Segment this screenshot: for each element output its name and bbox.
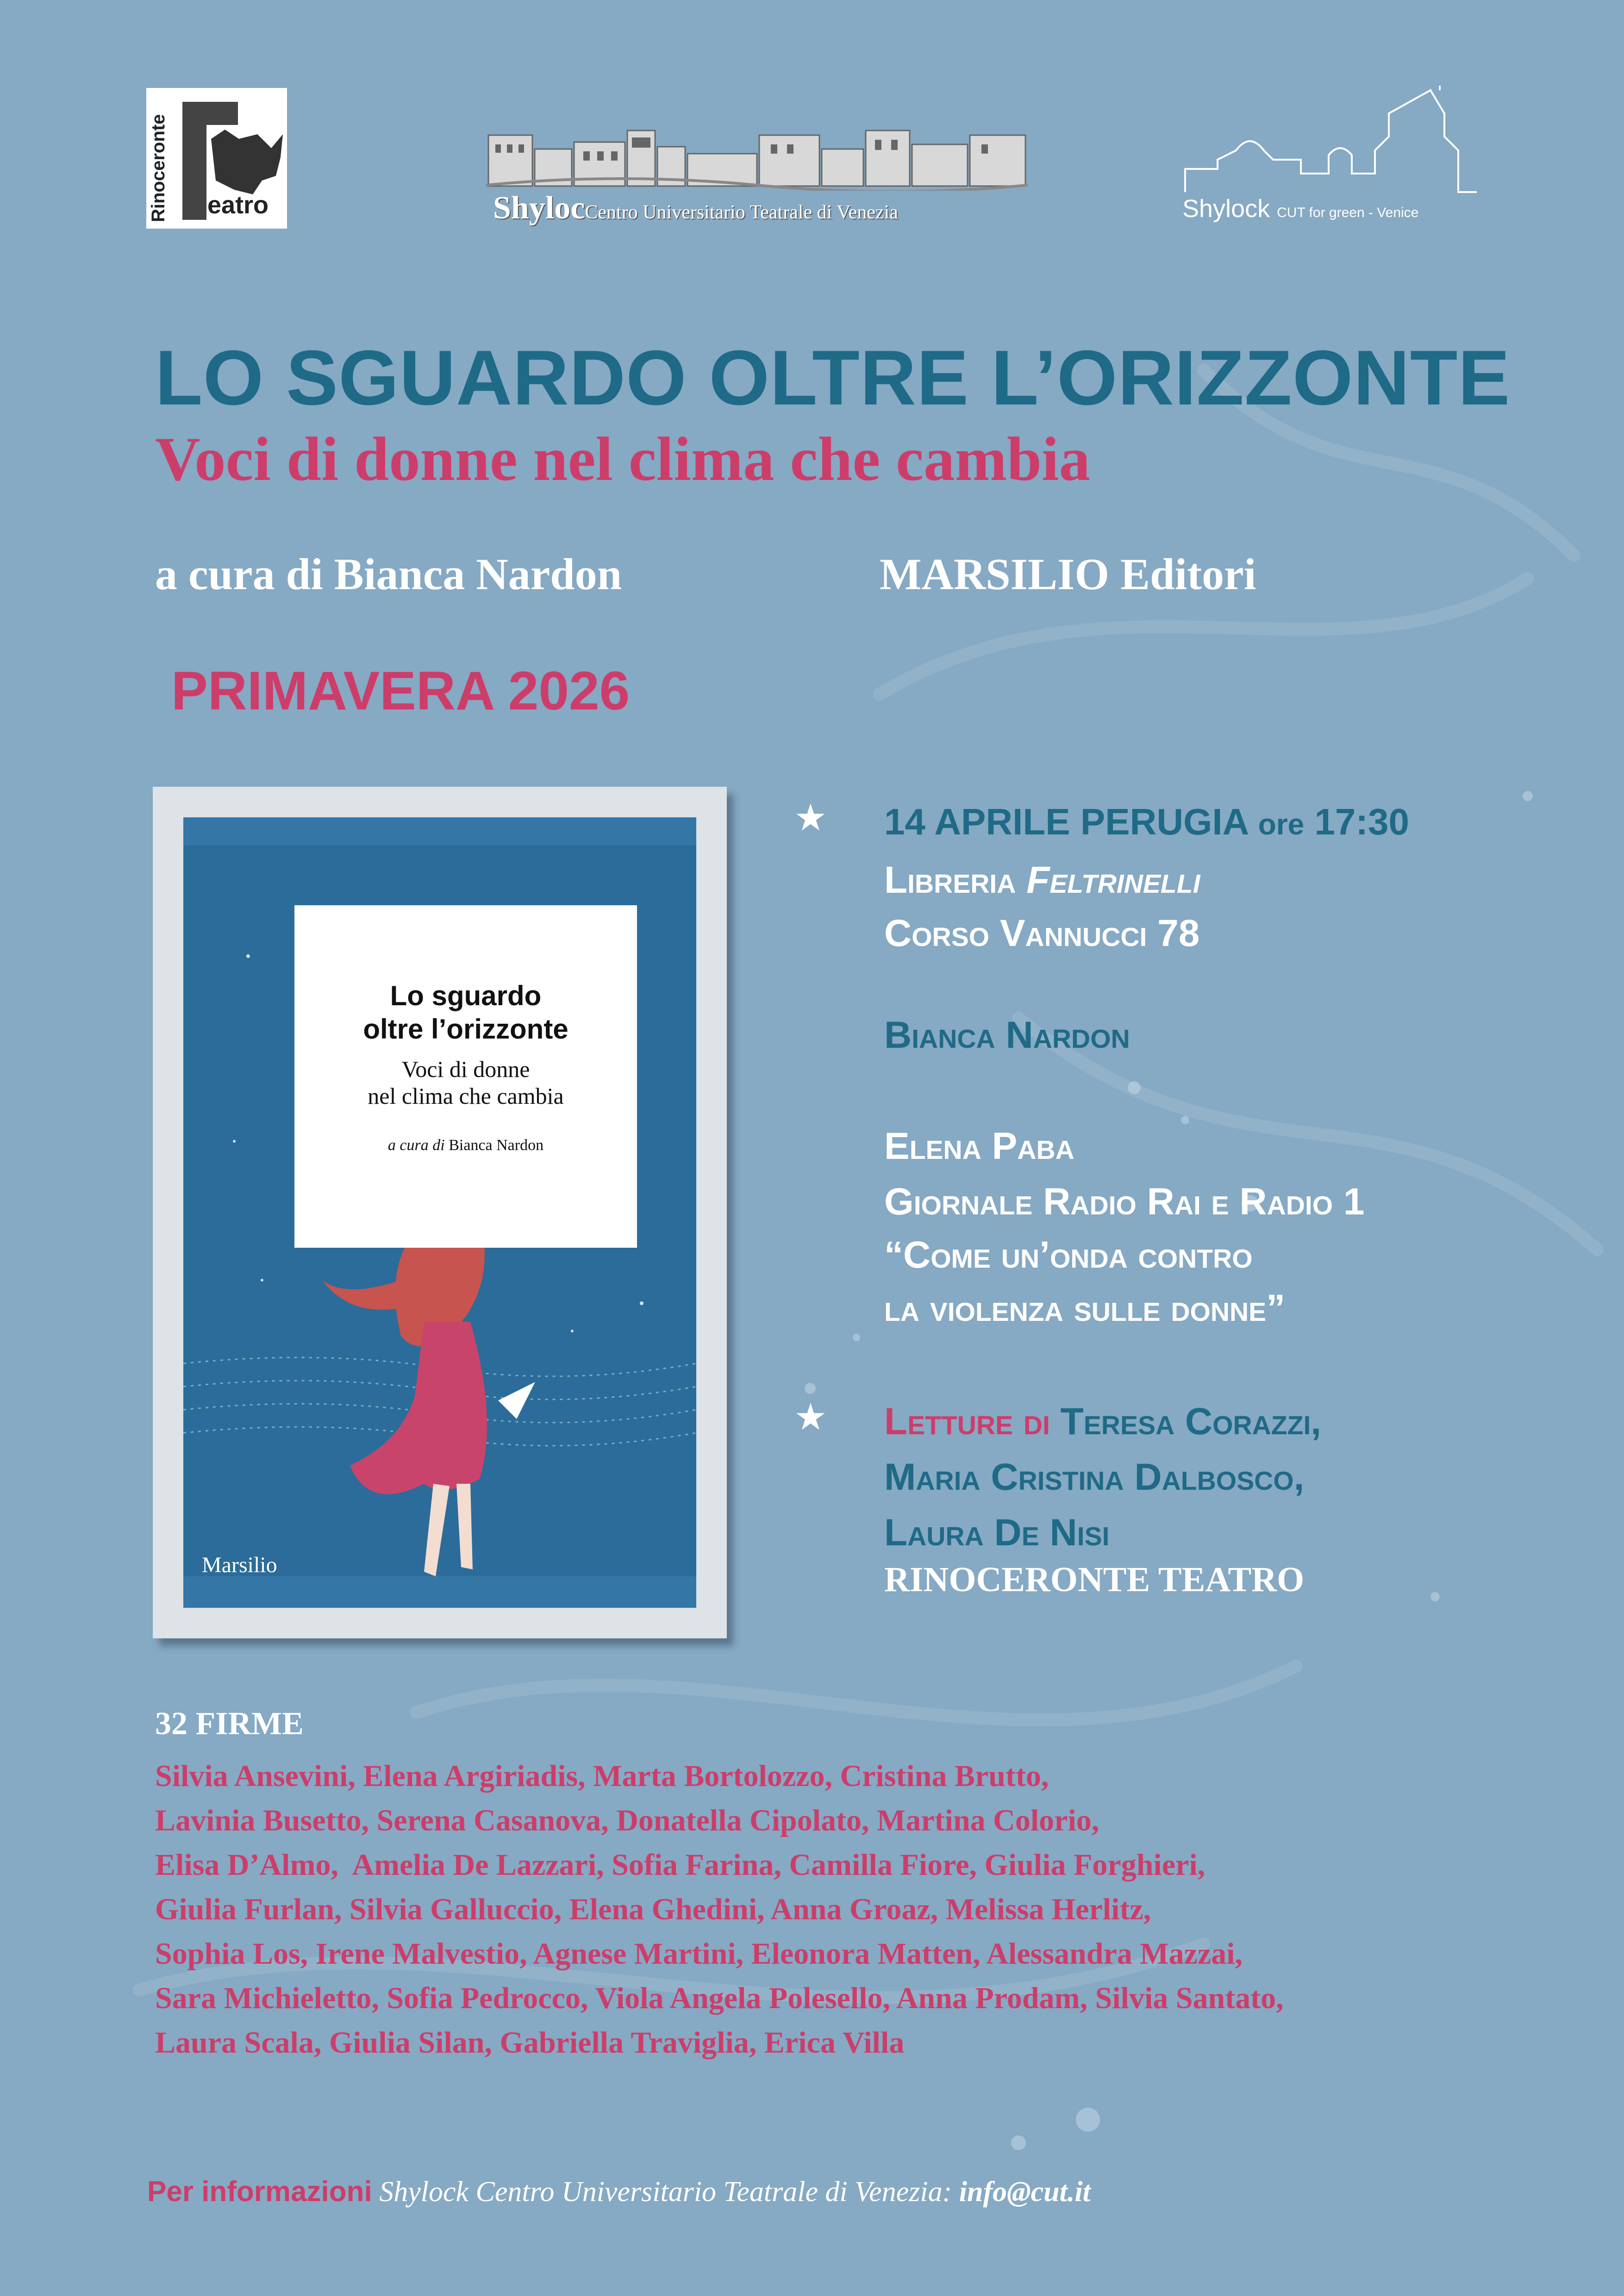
rhino-icon (206, 125, 285, 199)
signatures-heading: 32 FIRME (155, 1706, 304, 1742)
logo-vertical-text: Rinoceronte (148, 114, 169, 222)
info-label: Per informazioni (147, 2176, 372, 2208)
book-subtitle-line1: Voci di donne (401, 1056, 530, 1082)
event-presenter: Bianca Nardon (884, 1014, 1130, 1056)
reader-1: Teresa Corazzi, (1060, 1400, 1322, 1443)
cut-for-green-logo (1181, 86, 1481, 224)
shylock-wordmark: Shyloc (493, 190, 585, 226)
cut-green-caption (1182, 194, 1418, 223)
book-subtitle (294, 1056, 637, 1109)
book-subtitle-line2: nel clima che cambia (368, 1083, 564, 1109)
signatures-list (155, 1754, 1544, 2065)
signature-line: Sara Michieletto, Sofia Pedrocco, Viola Angela Polesello, Anna Prodam, Silvia Santato, (155, 1981, 1284, 2015)
book-publisher-brand: Marsilio (202, 1553, 277, 1577)
event-date-place (884, 801, 1409, 843)
rinoceronte-teatro-logo (146, 88, 287, 229)
curator-credit: a cura di Bianca Nardon (155, 549, 622, 599)
theatre-company: RINOCERONTE TEATRO (884, 1560, 1305, 1599)
signature-line: Lavinia Busetto, Serena Casanova, Donatella Cipolato, Martina Colorio, (155, 1804, 1099, 1837)
info-email-link[interactable]: info@cut.it (959, 2176, 1091, 2208)
signature-line: Giulia Furlan, Silvia Galluccio, Elena Ghedini, Anna Groaz, Melissa Herlitz, (155, 1892, 1151, 1926)
shylock-caption (493, 190, 898, 227)
book-curator (294, 1137, 637, 1154)
green-tag: CUT for green - Venice (1277, 205, 1419, 220)
info-footer (147, 2175, 1091, 2209)
event-guest-role: Giornale Radio Rai e Radio 1 (884, 1181, 1365, 1223)
reader-3: Laura De Nisi (884, 1512, 1110, 1554)
readings-line1 (884, 1400, 1321, 1444)
book-title-line2: oltre l’orizzonte (363, 1014, 568, 1045)
info-organization: Shylock Centro Universitario Teatrale di Venezia: (379, 2176, 952, 2208)
event-date: 14 APRILE PERUGIA (884, 801, 1248, 842)
event-talk-title-line1: “Come un’onda contro (884, 1234, 1253, 1276)
event-venue (884, 859, 1200, 902)
book-cover-artwork (183, 817, 696, 1608)
readings-prefix: Letture di (884, 1400, 1050, 1443)
venue-name: Feltrinelli (1026, 859, 1200, 901)
event-title: LO SGUARDO OLTRE L’ORIZZONTE (155, 334, 1511, 421)
event-time-label: ore (1258, 808, 1305, 841)
signature-line: Laura Scala, Giulia Silan, Gabriella Traviglia, Erica Villa (155, 2026, 905, 2060)
book-title-line1: Lo sguardo (390, 980, 542, 1011)
event-time: 17:30 (1314, 801, 1410, 842)
logo-word: eatro (207, 191, 269, 219)
signature-line: Silvia Ansevini, Elena Argiriadis, Marta Bortolozzo, Cristina Brutto, (155, 1759, 1049, 1793)
book-curator-prefix: a cura di (387, 1137, 445, 1154)
star-icon: ★ (794, 796, 827, 839)
venue-prefix: Libreria (884, 859, 1016, 901)
signature-line: Sophia Los, Irene Malvestio, Agnese Martini, Eleonora Matten, Alessandra Mazzai, (155, 1937, 1243, 1971)
shylock-subtitle: Centro Universitario Teatrale di Venezia (585, 202, 898, 223)
star-icon: ★ (794, 1395, 827, 1438)
shylock-cut-logo (486, 126, 1028, 226)
book-title-panel (294, 905, 637, 1248)
green-brand: Shylock (1182, 195, 1270, 223)
book-cover (153, 787, 727, 1638)
reader-2: Maria Cristina Dalbosco, (884, 1456, 1305, 1498)
event-talk-title-line2: la violenza sulle donne” (884, 1287, 1286, 1329)
signature-line: Elisa D’Almo, Amelia De Lazzari, Sofia Farina, Camilla Fiore, Giulia Forghieri, (155, 1848, 1206, 1882)
venice-skyline-icon (486, 126, 1028, 191)
book-title (294, 979, 637, 1046)
book-curator-name: Bianca Nardon (449, 1137, 544, 1154)
event-address: Corso Vannucci 78 (884, 912, 1200, 954)
season-label: PRIMAVERA 2026 (171, 660, 630, 722)
venice-outline-icon (1181, 86, 1481, 197)
publisher-credit: MARSILIO Editori (880, 549, 1256, 599)
event-guest: Elena Paba (884, 1125, 1074, 1167)
event-subtitle: Voci di donne nel clima che cambia (155, 425, 1091, 494)
